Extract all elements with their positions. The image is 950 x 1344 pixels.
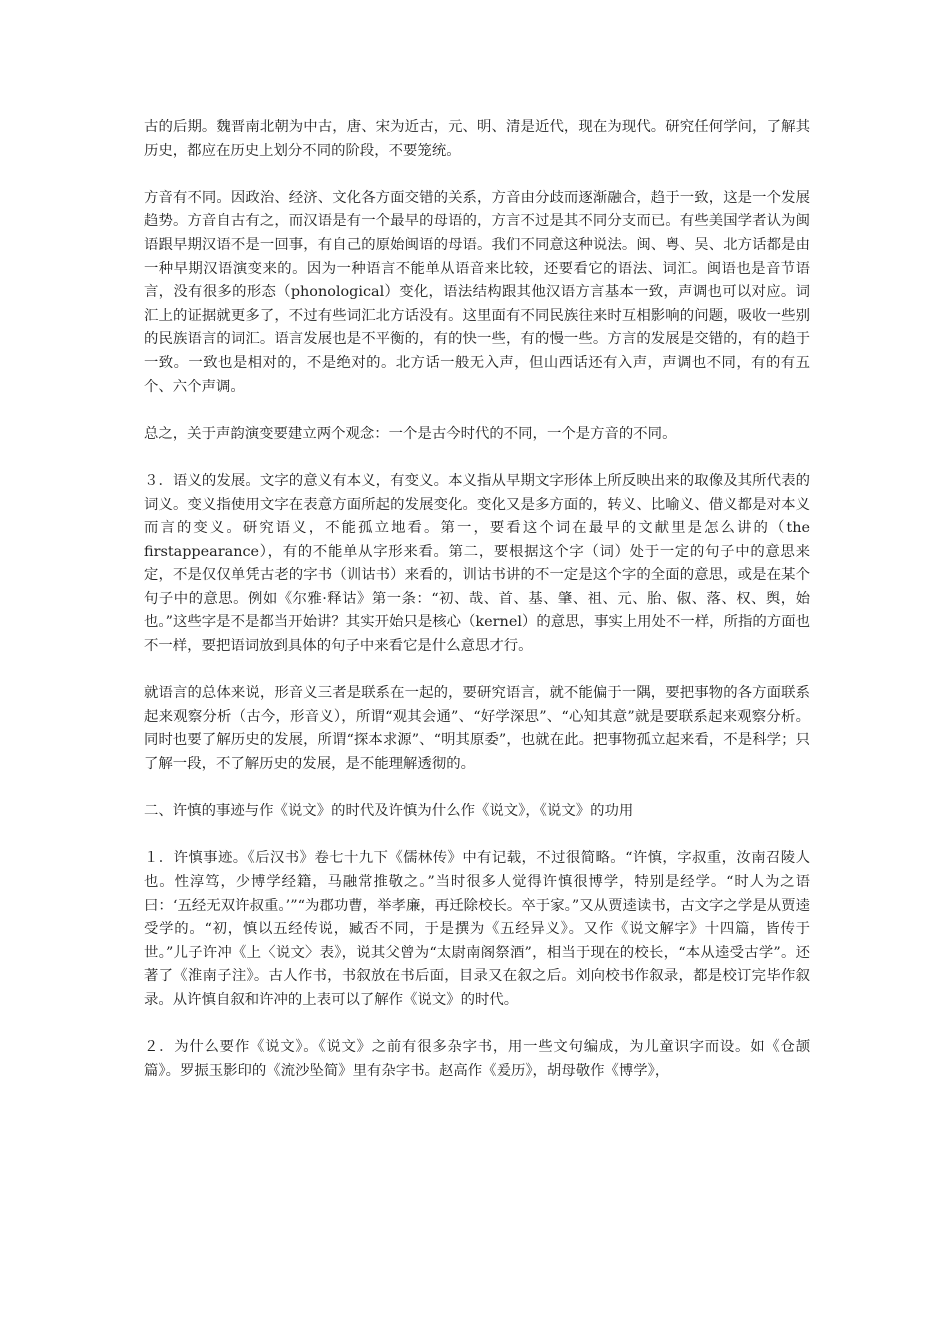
document-page — [144, 116, 810, 1107]
paragraph-dialects: 方音有不同。因政治、经济、文化各方面交错的关系，方音由分歧而逐渐融合，趋于一致，这是一个发展趋势。方音自古有之，而汉语是有一个最早的母语的，方言不过是其不同分支而已。有些美国学者认为闽语跟早期汉语不是一回事，有自己的原始闽语的母语。我们不同意这种说法。闽、粤、吴、北方话都是由一种早期汉语演变来的。因为一种语言不能单从语音来比较，还要看它的语法、词汇。闽语也是音节语言，没有很多的形态（phonological）变化，语法结构跟其他汉语方言基本一致，声调也可以对应。词汇上的证据就更多了，不过有些词汇北方话没有。这里面有不同民族往来时互相影响的问题，吸收一些别的民族语言的词汇。语言发展也是不平衡的，有的快一些，有的慢一些。方言的发展是交错的，有的趋于一致。一致也是相对的，不是绝对的。北方话一般无入声，但山西话还有入声，声调也不同，有的有五个、六个声调。 — [144, 189, 810, 395]
paragraph-why-shuowen: ２．为什么要作《说文》。《说文》之前有很多杂字书，用一些文句编成，为儿童识字而设。如《仓颉篇》。罗振玉影印的《流沙坠简》里有杂字书。赵高作《爰历》，胡母敬作《博学》， — [144, 1039, 810, 1079]
paragraph-summary: 总之，关于声韵演变要建立两个观念：一个是古今时代的不同，一个是方音的不同。 — [144, 425, 677, 442]
paragraph-semantics: ３．语义的发展。文字的意义有本义，有变义。本义指从早期文字形体上所反映出来的取像及其所代表的词义。变义指使用文字在表意方面所起的发展变化。变化又是多方面的，转义、比喻义、借义都是对本义而言的变义。研究语义，不能孤立地看。第一，要看这个词在最早的文献里是怎么讲的（the firstappearance），有的不能单从字形来看。第二，要根据这个字（词）处于一定的句子中的意思来定，不是仅仅单凭古老的字书（训诂书）来看的，训诂书讲的不一定是这个字的全面的意思，或是在某个句子中的意思。例如《尔雅·释诂》第一条：“初、哉、首、基、肇、祖、元、胎、俶、落、权、舆，始也。”这些字是不是都当开始讲？其实开始只是核心（kernel）的意思，事实上用处不一样，所指的方面也不一样，要把语词放到具体的句子中来看它是什么意思才行。 — [144, 472, 810, 655]
paragraph-overall: 就语言的总体来说，形音义三者是联系在一起的，要研究语言，就不能偏于一隅，要把事物的各方面联系起来观察分析（古今，形音义），所谓“观其会通”、“好学深思”、“心知其意”就是要联系起来观察分析。同时也要了解历史的发展，所谓“探本求源”、“明其原委”，也就在此。把事物孤立起来看，不是科学；只了解一段，不了解历史的发展，是不能理解透彻的。 — [144, 685, 810, 773]
paragraph-xushen-biography: １．许慎事迹。《后汉书》卷七十九下《儒林传》中有记载，不过很简略。“许慎，字叔重，汝南召陵人也。性淳笃，少博学经籍，马融常推敬之。”当时很多人觉得许慎很博学，特别是经学。“时人为之语曰：‘五经无双许叔重。’”“为郡功曹，举孝廉，再迁除校长。卒于家。”又从贾逵读书，古文字之学是从贾逵受学的。“初，慎以五经传说，臧否不同，于是撰为《五经异义》。又作《说文解字》十四篇，皆传于世。”儿子许冲《上〈说文〉表》，说其父曾为“太尉南阁祭酒”，相当于现在的校长，“本从逵受古学”。还著了《淮南子注》。古人作书，书叙放在书后面，目录又在叙之后。刘向校书作叙录，都是校订完毕作叙录。从许慎自叙和许冲的上表可以了解作《说文》的时代。 — [144, 850, 810, 1008]
section-heading: 二、许慎的事迹与作《说文》的时代及许慎为什么作《说文》，《说文》的功用 — [144, 803, 634, 820]
paragraph-periodization: 古的后期。魏晋南北朝为中古，唐、宋为近古，元、明、清是近代，现在为现代。研究任何学问，了解其历史，都应在历史上划分不同的阶段，不要笼统。 — [144, 119, 810, 159]
